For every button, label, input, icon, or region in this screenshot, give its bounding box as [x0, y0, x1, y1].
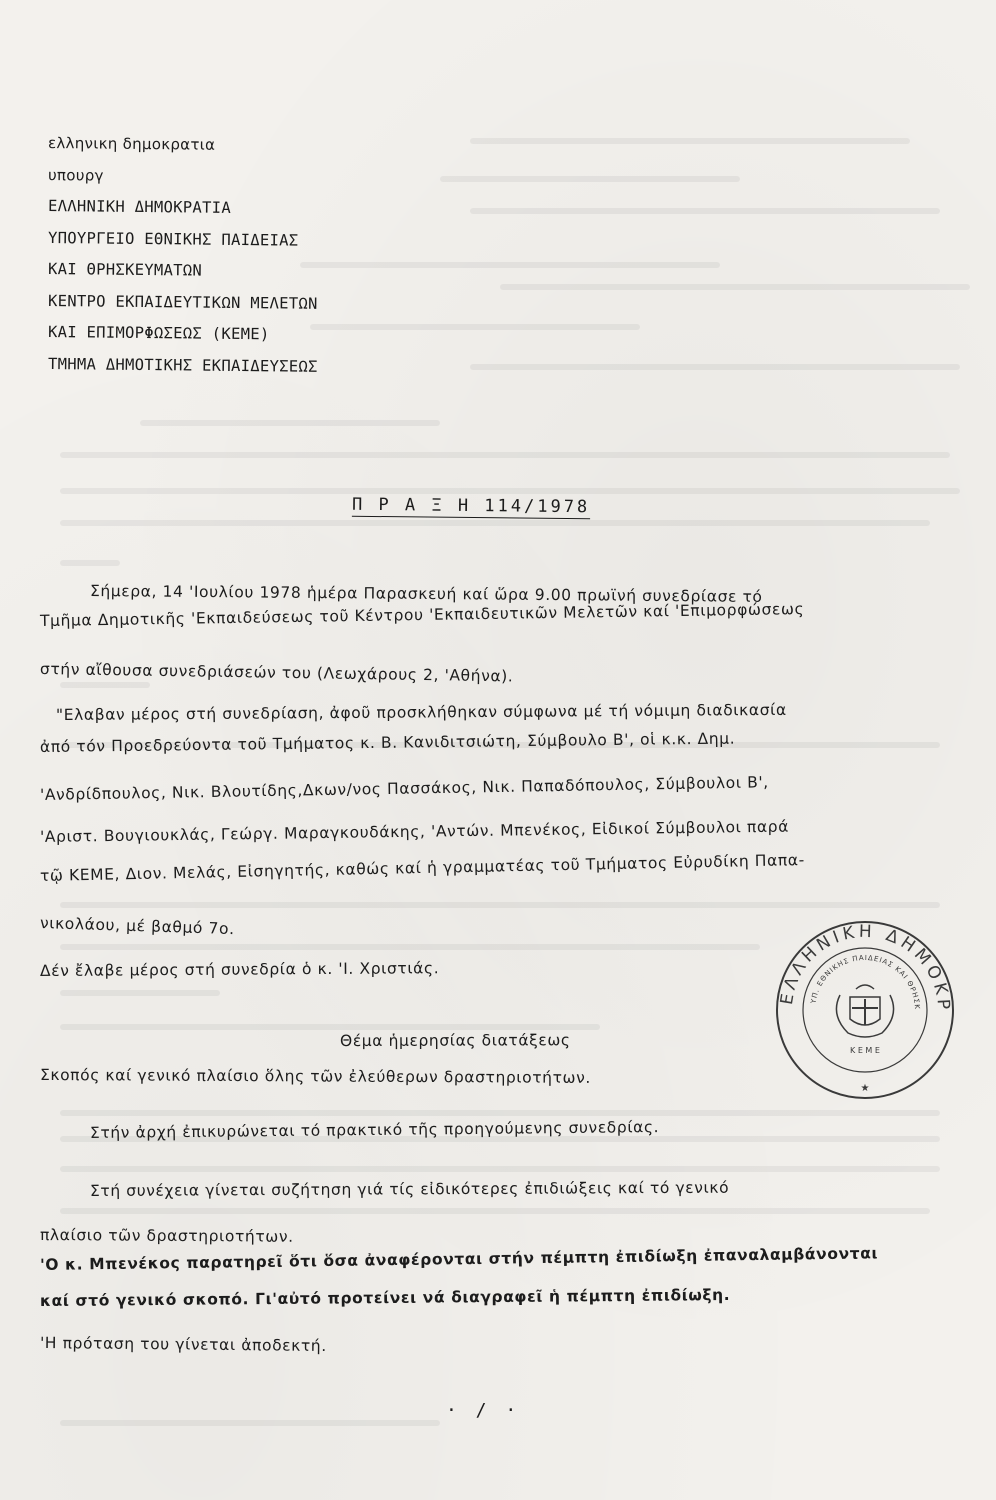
- body-line: "Ελαβαν μέρος στή συνεδρίαση, ἀφοῦ προσκλήθηκαν σύμφωνα μέ τή νόμιμη διαδικασία: [55, 700, 787, 724]
- body-line: Στήν ἀρχή ἐπικυρώνεται τό πρακτικό τῆς προηγούμενης συνεδρίας.: [89, 1118, 660, 1142]
- body-line: 'Η πρόταση του γίνεται ἀποδεκτή.: [39, 1334, 327, 1356]
- body-line: 'Ανδρίδπουλος, Νικ. Βλουτίδης,Δκων/νος Πασσάκος, Νικ. Παπαδόπουλος, Σύμβουλοι Β',: [39, 773, 769, 804]
- body-line: Δέν ἔλαβε μέρος στή συνεδρία ὁ κ. 'Ι. Χριστιάς.: [39, 959, 440, 980]
- letterhead-line: ΤΜΗΜΑ ΔΗΜΟΤΙΚΗΣ ΕΚΠΑΙΔΕΥΣΕΩΣ: [47, 354, 318, 376]
- body-line: στήν αἴθουσα συνεδριάσεών του (Λεωχάρους 2, 'Αθήνα).: [39, 660, 514, 686]
- letterhead-line: ΚΑΙ ΕΠΙΜΟΡΦΩΣΕΩΣ (ΚΕΜΕ): [47, 323, 270, 344]
- letterhead-line: ΥΠΟΥΡΓΕΙΟ ΕΘΝΙΚΗΣ ΠΑΙΔΕΙΑΣ: [47, 228, 299, 250]
- body-line: τῷ ΚΕΜΕ, Διον. Μελάς, Εἰσηγητής, καθώς καί ἡ γραμματέας τοῦ Τμήματος Εὐρυδίκη Παπα-: [39, 850, 805, 885]
- agenda-heading: Θέμα ἡμερησίας διατάξεως: [339, 1031, 571, 1050]
- coat-of-arms-icon: [836, 985, 893, 1037]
- seal-outer-text: ΕΛΛΗΝΙΚΗ ΔΗΜΟΚΡ: [776, 921, 954, 1014]
- body-line: Στή συνέχεια γίνεται συζήτηση γιά τίς εἰδικότερες ἐπιδιώξεις καί τό γενικό: [89, 1178, 730, 1200]
- letterhead-line: ΚΑΙ ΘΡΗΣΚΕΥΜΑΤΩΝ: [47, 260, 203, 280]
- official-seal-stamp: [770, 915, 960, 1105]
- page-number: · / ·: [446, 1400, 521, 1421]
- letterhead-line: ΚΕΝΤΡΟ ΕΚΠΑΙΔΕΥΤΙΚΩΝ ΜΕΛΕΤΩΝ: [47, 291, 318, 313]
- seal-bottom-text: Κ Ε Μ Ε: [850, 1046, 880, 1055]
- body-line: 'Αριστ. Βουγιουκλάς, Γεώργ. Μαραγκουδάκης, 'Αντών. Μπενέκος, Εἰδικοί Σύμβουλοι παρά: [39, 817, 790, 846]
- body-line: ἀπό τόν Προεδρεύοντα τοῦ Τμήματος κ. Β. Κανιδιτσιώτη, Σύμβουλο Β', οἱ κ.κ. Δημ.: [39, 729, 736, 756]
- letterhead-line: υπουργ: [47, 165, 104, 185]
- agenda-topic: Σκοπός καί γενικό πλαίσιο ὅλης τῶν ἐλεύθερων δραστηριοτήτων.: [39, 1066, 591, 1087]
- body-line: Τμῆμα Δημοτικῆς 'Εκπαιδεύσεως τοῦ Κέντρου 'Εκπαιδευτικῶν Μελετῶν καί 'Επιμορφώσεως: [39, 599, 805, 630]
- body-line: Σήμερα, 14 'Ιουλίου 1978 ἡμέρα Παρασκευή καί ὥρα 9.00 πρωϊνή συνεδρίασε τό: [89, 582, 763, 606]
- letterhead: [48, 128, 468, 380]
- body-line: νικολάου, μέ βαθμό 7ο.: [39, 914, 235, 939]
- seal-inner-text: ΥΠ. ΕΘΝΙΚΗΣ ΠΑΙΔΕΙΑΣ ΚΑΙ ΘΡΗΣΚ: [809, 953, 922, 1011]
- letterhead-line: ελληνικη δημοκρατια: [47, 134, 216, 154]
- seal-star-icon: ★: [860, 1083, 870, 1094]
- letterhead-line: ΕΛΛΗΝΙΚΗ ΔΗΜΟΚΡΑΤΙΑ: [47, 197, 232, 217]
- document-title: Π Ρ Α Ξ Η 114/1978: [351, 494, 591, 518]
- body-line: 'Ο κ. Μπενέκος παρατηρεῖ ὅτι ὅσα ἀναφέρονται στήν πέμπτη ἐπιδίωξη ἐπαναλαμβάνονται: [39, 1244, 879, 1274]
- body-line: καί στό γενικό σκοπό. Γι'αὐτό προτείνει νά διαγραφεῖ ἡ πέμπτη ἐπιδίωξη.: [39, 1285, 731, 1310]
- body-line: πλαίσιο τῶν δραστηριοτήτων.: [39, 1226, 294, 1246]
